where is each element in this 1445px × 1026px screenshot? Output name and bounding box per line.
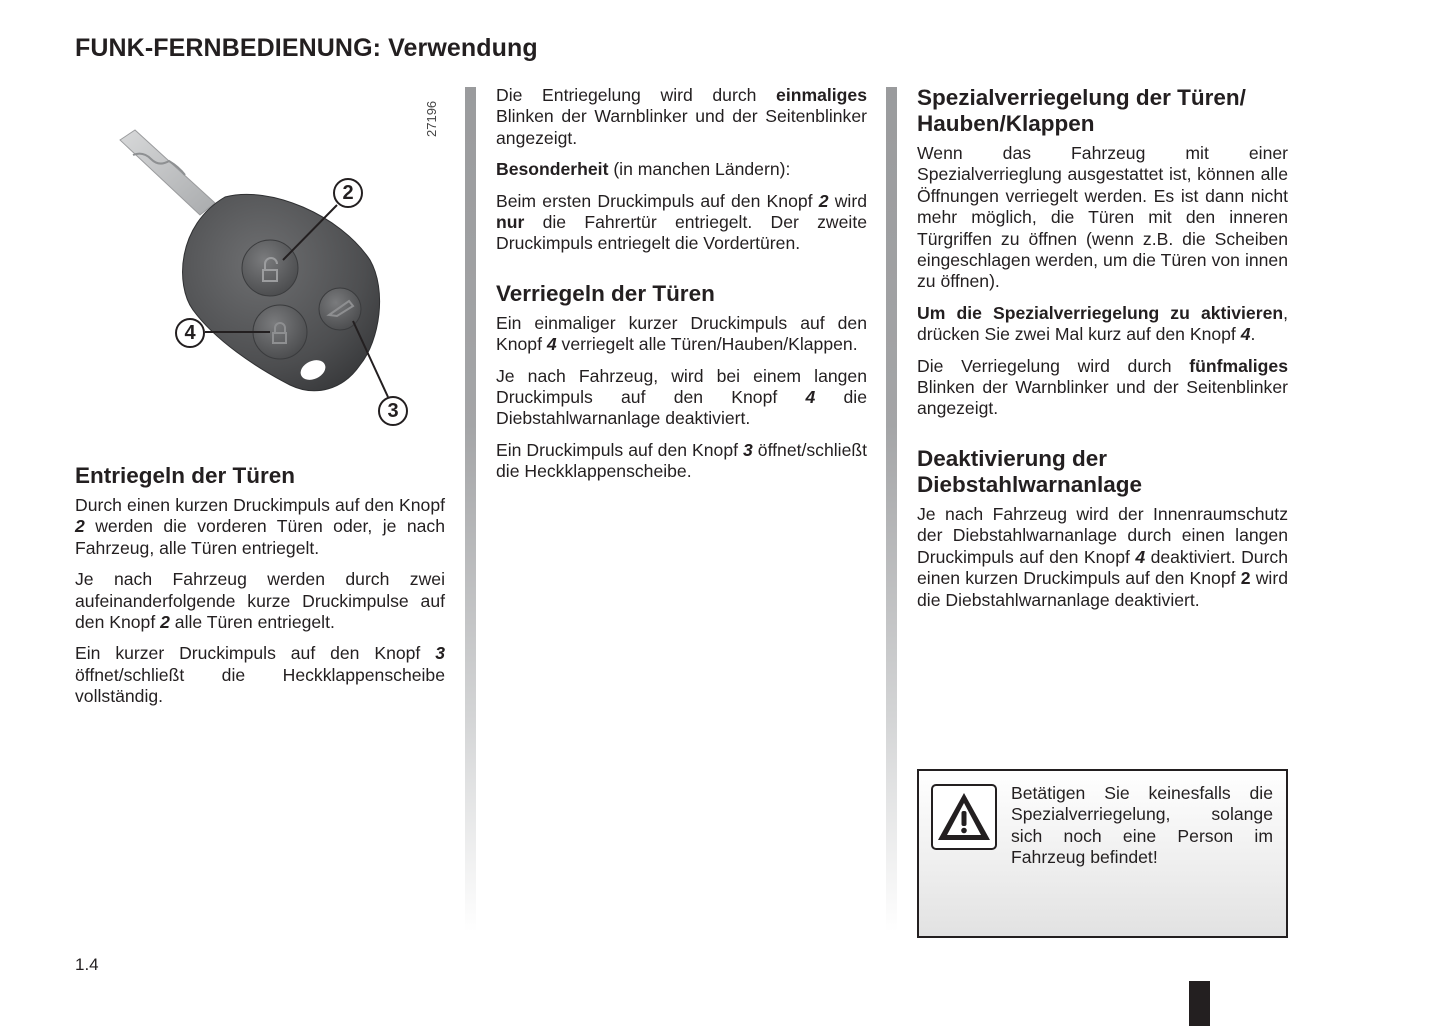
paragraph: Wenn das Fahrzeug mit einer Spezialverrieglung ausgestattet ist, können alle Öffnungen verriegelt werden. Es ist dann nicht mehr möglich, die Türen mit den inneren Türgriffen zu öffnen (wenn z.B. die Scheiben eingeschlagen werden, um die Türen von innen zu öffnen).	[917, 143, 1288, 292]
column-lock	[496, 85, 867, 493]
heading-lock-doors: Verriegeln der Türen	[496, 280, 715, 306]
callout-3: 3	[378, 396, 408, 426]
column-separator	[886, 87, 897, 932]
paragraph: Je nach Fahrzeug werden durch zwei aufeinanderfolgende kurze Druckimpulse auf den Knopf 2 alle Türen entriegelt.	[75, 569, 445, 633]
remote-key-icon	[75, 85, 445, 430]
heading-special-lock: Spezialverriegelung der Türen/ Hauben/Klappen	[917, 85, 1246, 136]
page-number: 1.4	[75, 955, 99, 974]
figure-code: 27196	[424, 100, 439, 137]
paragraph: Die Entriegelung wird durch einmaliges Blinken der Warnblinker und der Seitenblinker angezeigt.	[496, 85, 867, 148]
warning-box	[917, 769, 1288, 938]
column-separator	[465, 87, 476, 932]
warning-triangle-icon	[931, 784, 997, 850]
column-special-lock	[917, 85, 1288, 621]
key-fob-figure	[75, 85, 445, 430]
callout-4: 4	[175, 318, 205, 348]
heading-unlock-doors: Entriegeln der Türen	[75, 463, 296, 488]
paragraph: Beim ersten Druckimpuls auf den Knopf 2 wird nur die Fahrertür entriegelt. Der zweite Druckimpuls entriegelt die Vordertüren.	[496, 190, 867, 254]
column-unlock	[75, 463, 445, 718]
chapter-tab-marker	[1189, 981, 1210, 1026]
paragraph: Ein kurzer Druckimpuls auf den Knopf 3 öffnet/schließt die Heckklappenscheibe vollständig.	[75, 643, 445, 707]
paragraph: Besonderheit (in manchen Ländern):	[496, 159, 791, 180]
paragraph: Je nach Fahrzeug wird der Innenraumschutz der Diebstahlwarnanlage durch einen langen Druckimpuls auf den Knopf 4 deaktiviert. Durch einen kurzen Druckimpuls auf den Knopf 2 wird die Diebstahlwarnanlage deaktiviert.	[917, 503, 1289, 610]
paragraph: Um die Spezialverriegelung zu aktivieren, drücken Sie zwei Mal kurz auf den Knopf 4.	[917, 302, 1288, 345]
paragraph: Durch einen kurzen Druckimpuls auf den Knopf 2 werden die vorderen Türen oder, je nach Fahrzeug, alle Türen entriegelt.	[75, 495, 445, 558]
paragraph: Die Verriegelung wird durch fünfmaliges Blinken der Warnblinker und der Seitenblinker angezeigt.	[917, 355, 1288, 419]
page-title: FUNK-FERNBEDIENUNG: Verwendung	[75, 34, 538, 62]
callout-2: 2	[333, 178, 363, 208]
heading-alarm-deactivation: Deaktivierung der Diebstahlwarnanlage	[917, 445, 1143, 497]
paragraph: Ein Druckimpuls auf den Knopf 3 öffnet/schließt die Heckklappenscheibe.	[496, 439, 867, 482]
paragraph: Ein einmaliger kurzer Druckimpuls auf den Knopf 4 verriegelt alle Türen/Hauben/Klappen.	[496, 312, 867, 355]
warning-text: Betätigen Sie keinesfalls die Spezialverriegelung, solange sich noch eine Person im Fahrzeug befindet!	[1011, 783, 1273, 868]
paragraph: Je nach Fahrzeug, wird bei einem langen Druckimpuls auf den Knopf 4 die Diebstahlwarnanlage deaktiviert.	[496, 365, 868, 429]
